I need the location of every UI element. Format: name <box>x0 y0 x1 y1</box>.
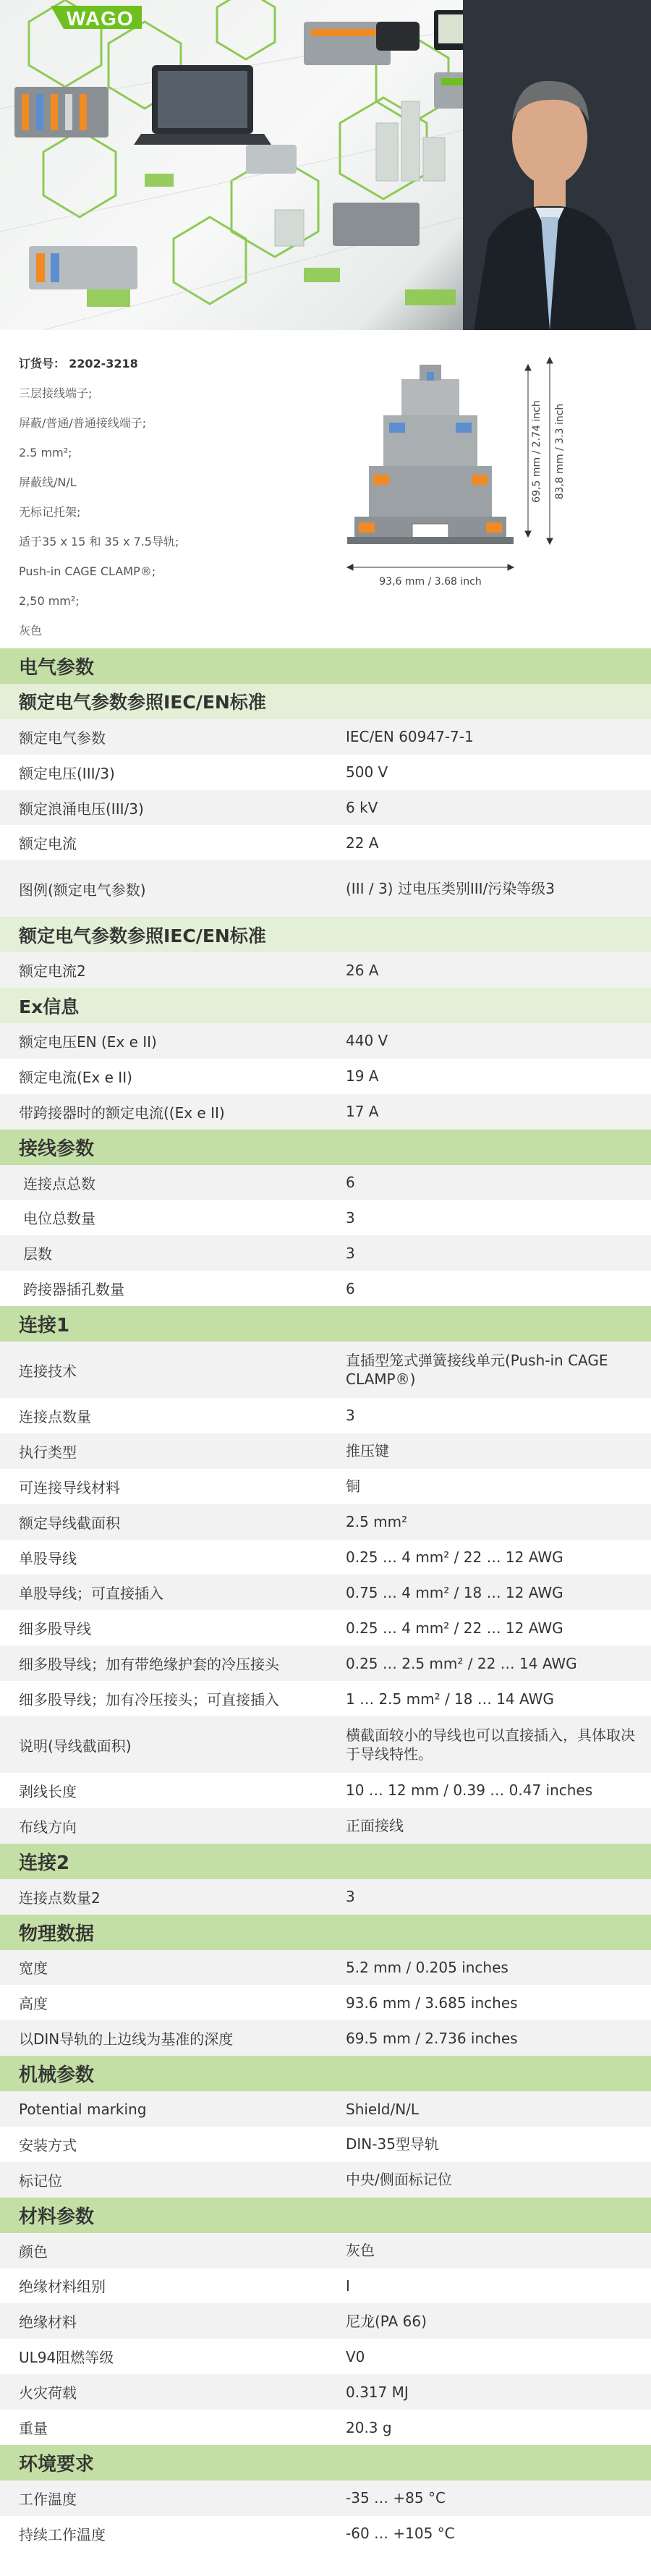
spec-label: Potential marking <box>19 2100 147 2118</box>
subsection-header <box>0 988 651 1023</box>
spec-value: 5.2 mm / 0.205 inches <box>346 1958 509 1976</box>
spec-value: 3 <box>346 1888 355 1906</box>
spec-row <box>0 719 651 755</box>
section-header <box>0 2445 651 2480</box>
spec-value: 22 A <box>346 834 379 852</box>
spec-value: 20.3 g <box>346 2418 392 2436</box>
spec-label: 工作温度 <box>19 2490 77 2508</box>
product-dimension-drawing <box>318 350 637 596</box>
spec-label: 连接点总数 <box>23 1174 95 1192</box>
spec-label: 安装方式 <box>19 2136 77 2154</box>
spec-row <box>0 1610 651 1645</box>
spec-row <box>0 1808 651 1844</box>
spec-value: 10 … 12 mm / 0.39 … 0.47 inches <box>346 1781 593 1800</box>
spec-row <box>0 2516 651 2551</box>
spec-row <box>0 2020 651 2056</box>
section-title: 额定电气参数参照IEC/EN标准 <box>19 692 266 713</box>
section-title: 物理数据 <box>19 1923 95 1945</box>
spec-value: 17 A <box>346 1103 379 1121</box>
spec-value: 铜 <box>346 1478 360 1496</box>
spec-row <box>0 860 651 917</box>
spec-value: 3 <box>346 1244 355 1262</box>
spec-row <box>0 1879 651 1915</box>
spec-value: 中央/侧面标记位 <box>346 2171 452 2189</box>
spec-value: 3 <box>346 1407 355 1425</box>
section-title: Ex信息 <box>19 996 80 1017</box>
spec-value: 1 … 2.5 mm² / 18 … 14 AWG <box>346 1690 554 1708</box>
spec-value: IEC/EN 60947-7-1 <box>346 728 474 746</box>
spec-value: (III / 3) 过电压类别III/污染等级3 <box>346 880 555 898</box>
spec-row <box>0 1398 651 1433</box>
section-title: 额定电气参数参照IEC/EN标准 <box>19 925 266 946</box>
spec-row <box>0 1773 651 1808</box>
product-intro <box>0 330 651 648</box>
spec-row <box>0 2127 651 2162</box>
spec-row <box>0 1645 651 1681</box>
spec-label: 额定导线截面积 <box>19 1514 120 1532</box>
width-dimension-label: 93,6 mm / 3.68 inch <box>379 576 482 588</box>
spec-row <box>0 1950 651 1986</box>
spec-row <box>0 2303 651 2339</box>
spec-label: 布线方向 <box>19 1818 77 1836</box>
spec-label: 执行类型 <box>19 1443 77 1461</box>
spec-label: 细多股导线 <box>19 1620 91 1638</box>
spec-value: 3 <box>346 1208 355 1226</box>
spec-row <box>0 1235 651 1271</box>
spec-label: 持续工作温度 <box>19 2525 106 2543</box>
spec-label: 绝缘材料 <box>19 2313 77 2331</box>
spec-value: 横截面较小的导线也可以直接插入，具体取决于导线特性。 <box>346 1726 635 1763</box>
summary-line: 屏蔽线/N/L <box>19 475 77 489</box>
spec-value: 26 A <box>346 961 379 979</box>
subsection-header <box>0 917 651 952</box>
spec-row <box>0 1540 651 1575</box>
summary-line: 2.5 mm²; <box>19 446 72 459</box>
spec-value: 93.6 mm / 3.685 inches <box>346 1994 518 2012</box>
spec-label: 单股导线；可直接插入 <box>19 1585 163 1603</box>
section-header <box>0 1306 651 1342</box>
summary-line: 屏蔽/普通/普通接线端子; <box>19 416 147 430</box>
spec-row <box>0 1059 651 1094</box>
spec-value: 69.5 mm / 2.736 inches <box>346 2029 518 2047</box>
summary-line: Push-in CAGE CLAMP®; <box>19 564 156 578</box>
summary-line: 适于35 x 15 和 35 x 7.5导轨; <box>19 535 179 548</box>
summary-line: 无标记托架; <box>19 505 81 519</box>
spec-label: 额定电流2 <box>19 962 86 980</box>
spec-row <box>0 1504 651 1540</box>
section-title: 接线参数 <box>19 1137 95 1160</box>
section-title: 机械参数 <box>19 2064 95 2087</box>
spec-row <box>0 2162 651 2198</box>
spec-value: 19 A <box>346 1067 379 1085</box>
spec-label: 高度 <box>19 1995 48 2013</box>
order-number: 2202-3218 <box>69 357 138 370</box>
spec-table <box>0 648 651 2551</box>
spec-value: 440 V <box>346 1032 388 1050</box>
spec-label: 连接技术 <box>19 1362 77 1380</box>
spec-value: 直插型笼式弹簧接线单元(Push-in CAGE CLAMP®) <box>346 1352 608 1389</box>
spec-row <box>0 1575 651 1610</box>
spec-row <box>0 1681 651 1716</box>
spec-row <box>0 1716 651 1773</box>
spec-row <box>0 1271 651 1306</box>
spec-label: 额定浪涌电压(III/3) <box>19 800 144 818</box>
spec-label: 层数 <box>23 1245 52 1263</box>
spec-value: 正面接线 <box>346 1817 404 1835</box>
section-header <box>0 2198 651 2233</box>
section-title: 环境要求 <box>19 2453 95 2475</box>
spec-label: 颜色 <box>19 2242 48 2261</box>
spec-label: 跨接器插孔数量 <box>23 1281 124 1299</box>
spec-value: 0.25 … 4 mm² / 22 … 12 AWG <box>346 1548 563 1567</box>
spec-value: -35 … +85 °C <box>346 2489 446 2507</box>
section-header <box>0 1915 651 1950</box>
section-header <box>0 2056 651 2091</box>
section-title: 连接1 <box>19 1315 70 1337</box>
spec-value: 0.75 … 4 mm² / 18 … 12 AWG <box>346 1583 563 1601</box>
spec-row <box>0 1985 651 2020</box>
spec-row <box>0 2339 651 2374</box>
spec-row <box>0 1342 651 1398</box>
product-summary-list <box>19 349 179 645</box>
spec-label: 连接点数量 <box>19 1407 91 1425</box>
spec-row <box>0 1469 651 1504</box>
spec-label: 说明(导线截面积) <box>19 1737 132 1755</box>
spec-label: 单股导线 <box>19 1549 77 1567</box>
spec-label: 额定电压(III/3) <box>19 764 115 782</box>
spec-value: V0 <box>346 2347 365 2365</box>
spec-row <box>0 1023 651 1059</box>
spec-row <box>0 2480 651 2516</box>
spec-label: 宽度 <box>19 1959 48 1978</box>
wago-logo: WAGO <box>67 7 134 30</box>
spec-row <box>0 2091 651 2127</box>
terminal-block-illustration <box>347 365 514 544</box>
spec-label: 额定电流(Ex e II) <box>19 1068 132 1086</box>
section-title: 电气参数 <box>19 656 95 679</box>
section-title: 连接2 <box>19 1852 70 1874</box>
spec-value: 6 <box>346 1279 355 1297</box>
spec-row <box>0 790 651 826</box>
spec-label: 可连接导线材料 <box>19 1478 120 1496</box>
spec-label: 标记位 <box>19 2172 62 2190</box>
spec-row <box>0 825 651 860</box>
spec-value: 尼龙(PA 66) <box>346 2312 427 2330</box>
hero-illustration <box>0 0 651 330</box>
spec-row <box>0 2268 651 2304</box>
spec-label: 细多股导线；加有冷压接头；可直接插入 <box>19 1691 279 1709</box>
spec-row <box>0 1094 651 1130</box>
order-number-line <box>19 349 179 378</box>
spec-row <box>0 2374 651 2410</box>
spec-value: 2.5 mm² <box>346 1513 408 1531</box>
section-header <box>0 1844 651 1879</box>
spec-label: 图例(额定电气参数) <box>19 881 146 899</box>
spec-label: 火灾荷载 <box>19 2384 77 2402</box>
spec-label: 带跨接器时的额定电流((Ex e II) <box>19 1103 225 1122</box>
spec-label: 额定电流 <box>19 835 77 853</box>
summary-line: 三层接线端子; <box>19 386 93 400</box>
summary-line: 灰色 <box>19 624 43 637</box>
spec-value: DIN-35型导轨 <box>346 2135 439 2153</box>
spec-label: 连接点数量2 <box>19 1889 101 1907</box>
spec-label: 额定电压EN (Ex e II) <box>19 1033 157 1051</box>
height-dimension-label-total: 83,8 mm / 3.3 inch <box>554 403 566 500</box>
spec-value: 6 kV <box>346 799 378 816</box>
summary-line: 2,50 mm²; <box>19 594 80 608</box>
spec-value: 0.25 … 4 mm² / 22 … 12 AWG <box>346 1619 563 1637</box>
spec-row <box>0 952 651 988</box>
spec-value: 0.317 MJ <box>346 2383 409 2401</box>
order-number-label: 订货号： <box>19 357 66 370</box>
spec-label: UL94阻燃等级 <box>19 2349 114 2367</box>
spec-label: 绝缘材料组别 <box>19 2278 106 2296</box>
spec-row <box>0 2410 651 2445</box>
spec-value: I <box>346 2276 350 2295</box>
spec-row <box>0 755 651 790</box>
spec-label: 剥线长度 <box>19 1782 77 1800</box>
spec-value: 0.25 … 2.5 mm² / 22 … 14 AWG <box>346 1654 577 1672</box>
spec-row <box>0 1433 651 1469</box>
spec-row <box>0 1200 651 1235</box>
section-header <box>0 1130 651 1165</box>
spec-value: Shield/N/L <box>346 2100 420 2118</box>
section-header <box>0 648 651 684</box>
subsection-header <box>0 684 651 719</box>
spec-label: 以DIN导轨的上边线为基准的深度 <box>19 2030 234 2048</box>
section-title: 材料参数 <box>19 2206 95 2228</box>
spec-value: 500 V <box>346 763 388 781</box>
hero-banner <box>0 0 651 330</box>
spec-value: 推压键 <box>346 1442 389 1460</box>
spec-label: 细多股导线；加有带绝缘护套的冷压接头 <box>19 1656 279 1674</box>
spec-label: 额定电气参数 <box>19 729 106 747</box>
height-dimension-label: 69,5 mm / 2.74 inch <box>531 400 542 503</box>
spec-label: 重量 <box>19 2420 48 2438</box>
spec-value: 6 <box>346 1174 355 1192</box>
spec-row <box>0 1165 651 1200</box>
spec-row <box>0 2233 651 2268</box>
spec-value: 灰色 <box>346 2242 375 2260</box>
spec-value: -60 … +105 °C <box>346 2525 455 2543</box>
spec-label: 电位总数量 <box>23 1210 95 1228</box>
